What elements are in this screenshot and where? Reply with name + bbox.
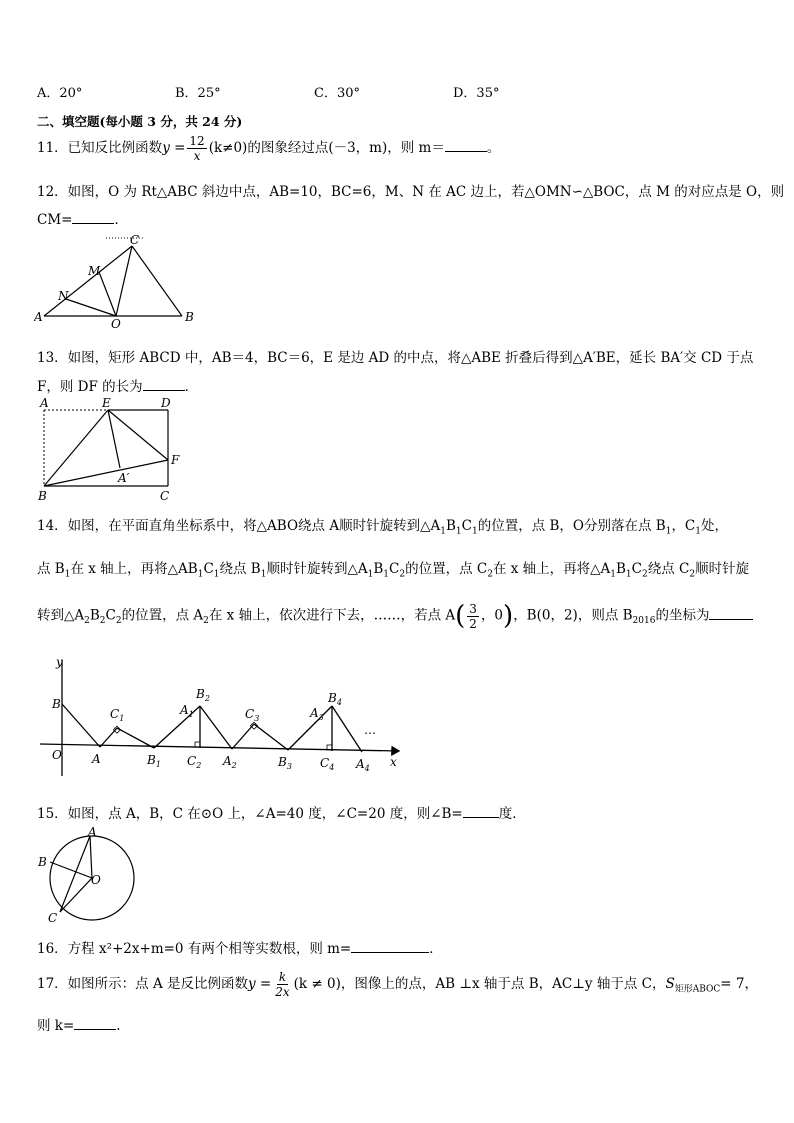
label-x-axis: x: [390, 755, 397, 769]
question-16: 16．方程 x²+2x+m=0 有两个相等实数根，则 m= ．: [37, 937, 443, 957]
label-B2: $B_2$: [196, 687, 210, 703]
label-C2: $C_2$: [187, 754, 202, 770]
label-A2: $A_2$: [223, 754, 237, 770]
option-c: C．30°: [314, 86, 360, 101]
label-B4: $B_4$: [328, 691, 342, 707]
question-14-line2: 点 $B_1$在 x 轴上，再将$\triangle AB_1C_1$绕点 $B_1$顺时针旋转到$\triangle A_1B_1C_2$的位置，点 $C_2$在 x 轴上，再将$\triangle A_1B_1C_2$绕点 $C_2$顺时针旋: [37, 561, 750, 580]
label-A: A: [40, 396, 49, 410]
question-17-line2: 则 k= .: [37, 1014, 121, 1034]
label-y-axis: y: [56, 655, 63, 669]
answer-blank-16[interactable]: [351, 938, 429, 953]
label-A: A: [92, 752, 101, 766]
section-heading: 二、填空题(每小题 3 分，共 24 分): [37, 114, 243, 129]
label-O: O: [91, 873, 101, 887]
question-12-line1: 12．如图，O 为 Rt△ABC 斜边中点，AB=10，BC=6，M、N 在 AC 边上，若△OMN∽△BOC，点 M 的对应点是 O，则: [37, 184, 785, 200]
answer-blank-12[interactable]: [72, 209, 114, 224]
fraction-3-over-2: $\frac{3}{2}$: [469, 601, 477, 631]
label-A-prime: A′: [118, 471, 130, 485]
label-B1: $B_1$: [147, 753, 161, 769]
answer-blank-14[interactable]: [709, 605, 753, 620]
label-A1: $A_1$: [180, 703, 194, 719]
label-C1: $C_1$: [110, 707, 125, 723]
triangle-figure-12: [34, 232, 204, 332]
option-a: A．20°: [37, 86, 83, 101]
label-F: F: [171, 453, 180, 467]
label-C4: $C_4$: [320, 756, 335, 772]
question-13-line2: F，则 DF 的长为 ．: [37, 375, 198, 395]
label-E: E: [102, 396, 111, 410]
label-D: D: [161, 396, 171, 410]
answer-blank-15[interactable]: [463, 803, 499, 818]
label-C: C: [130, 233, 140, 247]
label-M: M: [88, 264, 101, 278]
question-13-line1: 13．如图，矩形 ABCD 中，AB＝4，BC＝6，E 是边 AD 的中点，将△ABE 折叠后得到△A′BE，延长 BA′交 CD 于点: [37, 350, 754, 366]
label-A4: $A_4$: [356, 757, 370, 773]
option-b: B．25°: [175, 86, 221, 101]
label-B: B: [185, 310, 194, 324]
fraction-k-over-2x: $\frac{k}{2x}$: [275, 970, 290, 999]
label-C3: $C_3$: [245, 707, 260, 723]
label-A: A: [34, 310, 43, 324]
option-d: D．35°: [453, 86, 500, 101]
fraction-12-over-x: $\frac{12}{x}$: [189, 134, 205, 163]
label-A: A: [88, 826, 97, 839]
question-15: 15．如图，点 A，B，C 在⊙O 上，∠A=40 度，∠C=20 度，则∠B= 度．: [37, 802, 526, 822]
ellipsis: …: [364, 723, 376, 737]
label-C: C: [160, 489, 170, 503]
answer-blank-13[interactable]: [143, 376, 185, 391]
label-B: B: [38, 855, 47, 869]
label-C: C: [48, 911, 58, 924]
label-A3: $A_3$: [310, 706, 324, 722]
rectangle-figure-13: [34, 396, 194, 506]
label-B: B: [38, 489, 47, 503]
circle-figure-15: [34, 826, 144, 924]
question-14-line3: 转到$\triangle A_2B_2C_2$的位置，点 $A_2$在 x 轴上，依次进行下去，……，若点 A( $\frac{3}{2}$ ，0)，B(0，2)，则点 $B_{2016}$的坐标为: [37, 601, 753, 631]
coordinate-figure-14: [34, 648, 414, 780]
question-17-line1: 17．如图所示：点 A 是反比例函数y = $\frac{k}{2x}$ (k ≠ 0)，图像上的点，AB ⊥x 轴于点 B，AC⊥y 轴于点 C，$S_{矩形ABOC}= 7$，: [37, 970, 758, 999]
label-N: N: [58, 289, 69, 303]
question-12-line2: CM= ．: [37, 208, 128, 228]
answer-blank-17[interactable]: [74, 1015, 116, 1030]
question-11: 11．已知反比例函数y = $\frac{12}{x}$ (k≠0)的图象经过点(－3，m)，则 m＝ 。: [37, 134, 501, 163]
label-B3: $B_3$: [278, 755, 292, 771]
answer-blank-11[interactable]: [445, 137, 487, 152]
label-O: O: [52, 748, 62, 762]
label-O: O: [111, 317, 121, 331]
question-14-line1: 14．如图，在平面直角坐标系中，将△ABO绕点 A顺时针旋转到$\triangle A_1B_1C_1$的位置，点 B，O分别落在点 $B_1$，$C_1$处，: [37, 518, 729, 537]
label-B: B: [52, 697, 61, 711]
